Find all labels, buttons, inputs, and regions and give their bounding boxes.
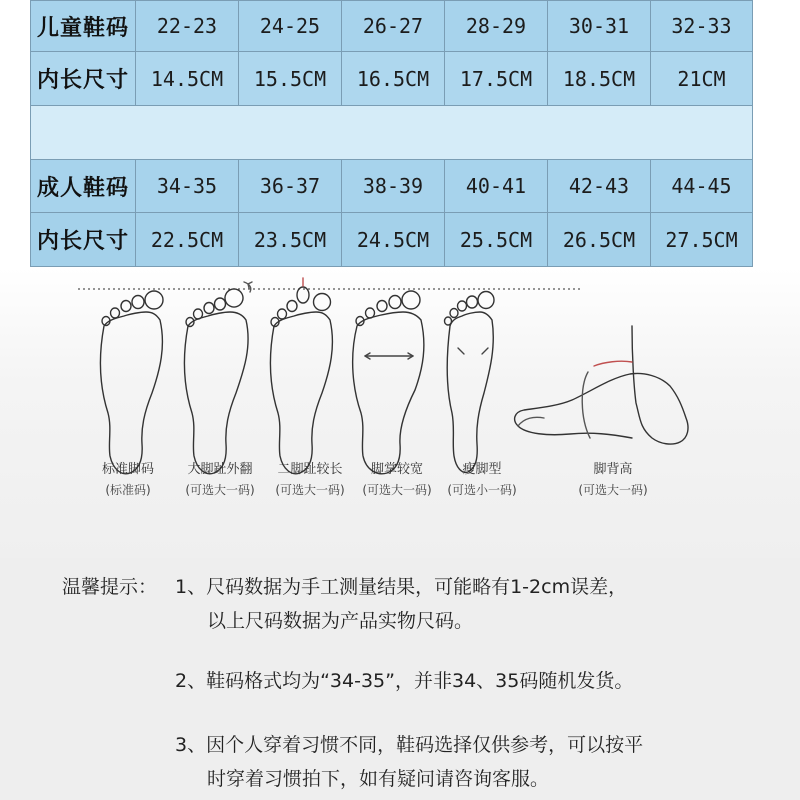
standard-foot-icon bbox=[101, 291, 163, 474]
adult-size-header: 成人鞋码 bbox=[31, 160, 136, 213]
long-second-toe-foot-icon bbox=[271, 278, 333, 474]
bunion-foot-icon bbox=[185, 282, 252, 474]
adult-size-cell: 36-37 bbox=[239, 160, 342, 213]
wide-foot-icon bbox=[353, 291, 424, 474]
adult-length-cell: 23.5CM bbox=[239, 213, 342, 267]
kids-length-cell: 15.5CM bbox=[239, 52, 342, 106]
kids-length-header: 内长尺寸 bbox=[31, 52, 136, 106]
foot-advice: (可选大一码) bbox=[185, 483, 255, 497]
tips-label: 温馨提示： bbox=[62, 576, 158, 598]
kids-length-cell: 21CM bbox=[651, 52, 753, 106]
foot-name: 大脚趾外翻 bbox=[187, 462, 253, 477]
foot-advice: (标准码) bbox=[105, 483, 151, 497]
tip-3-line-1: 3、因个人穿着习惯不同，鞋码选择仅供参考，可以按平 bbox=[175, 734, 644, 756]
adult-size-cell: 42-43 bbox=[548, 160, 651, 213]
foot-caption-slim bbox=[422, 460, 542, 500]
kids-length-cell: 17.5CM bbox=[445, 52, 548, 106]
foot-advice: (可选大一码) bbox=[362, 483, 432, 497]
foot-name: 二脚趾较长 bbox=[277, 462, 343, 477]
foot-advice: (可选大一码) bbox=[578, 483, 648, 497]
kids-length-cell: 16.5CM bbox=[342, 52, 445, 106]
adult-length-cell: 26.5CM bbox=[548, 213, 651, 267]
slim-foot-icon bbox=[445, 292, 495, 473]
tip-3-line-2: 时穿着习惯拍下，如有疑问请咨询客服。 bbox=[207, 768, 550, 790]
adult-size-cell: 34-35 bbox=[136, 160, 239, 213]
adult-size-cell: 40-41 bbox=[445, 160, 548, 213]
tip-1-line-1: 1、尺码数据为手工测量结果，可能略有1-2cm误差， bbox=[175, 576, 628, 598]
foot-type-guide bbox=[0, 268, 800, 558]
kids-length-cell: 14.5CM bbox=[136, 52, 239, 106]
tips-section bbox=[0, 558, 800, 800]
adult-size-cell: 38-39 bbox=[342, 160, 445, 213]
adult-length-cell: 27.5CM bbox=[651, 213, 753, 267]
table-spacer-row bbox=[31, 106, 753, 160]
adult-length-row bbox=[31, 213, 753, 267]
adult-length-cell: 24.5CM bbox=[342, 213, 445, 267]
size-chart-table bbox=[30, 0, 753, 267]
kids-size-cell: 30-31 bbox=[548, 1, 651, 52]
kids-size-cell: 26-27 bbox=[342, 1, 445, 52]
foot-advice: (可选小一码) bbox=[447, 483, 517, 497]
kids-size-cell: 24-25 bbox=[239, 1, 342, 52]
foot-name: 瘦脚型 bbox=[462, 462, 502, 477]
kids-size-cell: 22-23 bbox=[136, 1, 239, 52]
foot-name: 脚背高 bbox=[593, 462, 633, 477]
kids-size-header: 儿童鞋码 bbox=[31, 1, 136, 52]
high-instep-foot-icon bbox=[515, 326, 688, 444]
foot-name: 标准脚码 bbox=[101, 462, 154, 477]
adult-length-cell: 25.5CM bbox=[445, 213, 548, 267]
adult-size-cell: 44-45 bbox=[651, 160, 753, 213]
foot-caption-high-instep bbox=[553, 460, 673, 500]
kids-size-cell: 32-33 bbox=[651, 1, 753, 52]
foot-name: 脚掌较宽 bbox=[370, 462, 423, 477]
tip-2: 2、鞋码格式均为“34-35”，并非34、35码随机发货。 bbox=[175, 670, 634, 692]
tip-1-line-2: 以上尺码数据为产品实物尺码。 bbox=[207, 610, 474, 632]
kids-size-cell: 28-29 bbox=[445, 1, 548, 52]
adult-size-row bbox=[31, 160, 753, 213]
spacer-cell bbox=[31, 106, 753, 160]
kids-size-row bbox=[31, 1, 753, 52]
kids-length-cell: 18.5CM bbox=[548, 52, 651, 106]
adult-length-cell: 22.5CM bbox=[136, 213, 239, 267]
foot-illustrations bbox=[0, 268, 800, 558]
kids-length-row bbox=[31, 52, 753, 106]
foot-advice: (可选大一码) bbox=[275, 483, 345, 497]
adult-length-header: 内长尺寸 bbox=[31, 213, 136, 267]
